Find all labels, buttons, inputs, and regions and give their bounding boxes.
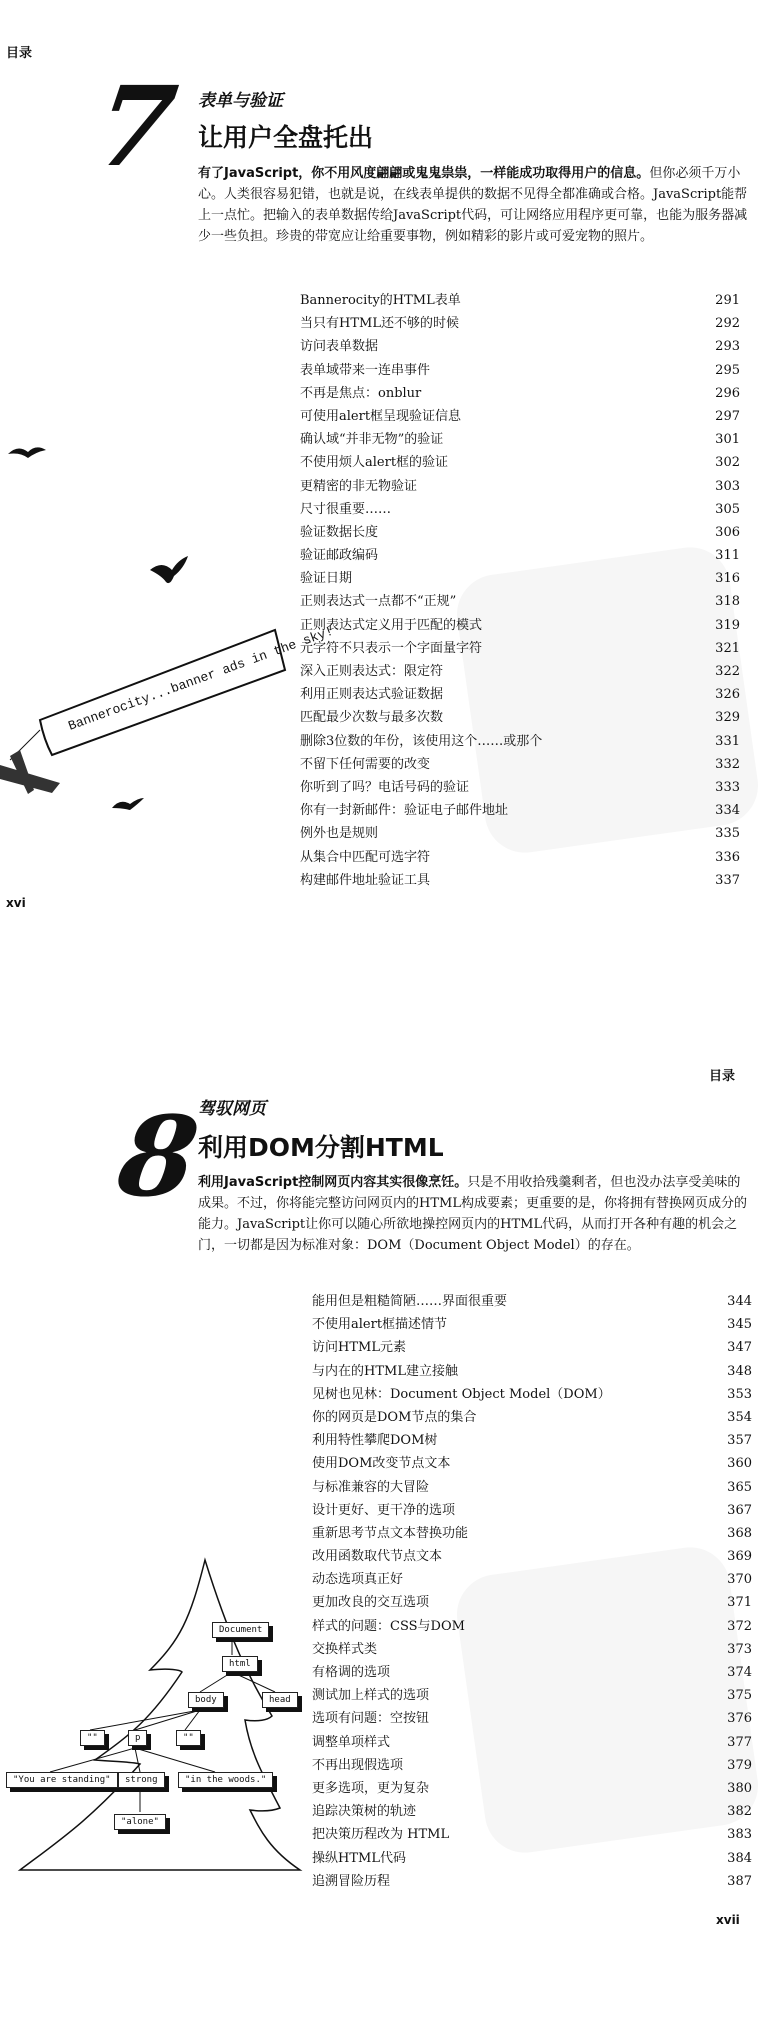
dom-node-p: p — [128, 1730, 147, 1746]
toc-entry[interactable] — [312, 1707, 752, 1730]
toc-entry-page: 371 — [727, 1595, 752, 1611]
toc-entry[interactable] — [312, 1313, 752, 1336]
bird-icon — [8, 447, 46, 458]
toc-entry-title: 访问表单数据 — [300, 339, 379, 355]
intro-body: 只是不用收拾残羹剩者，但也没办法享受美味的成果。不过，你将能完整访问网页内的HTML构成要素；更重要的是，你将拥有替换网页成分的能力。JavaScript让你可以随心所欲地操控网页内的HTML代码，从而打开各种有趣的机会之门，一切都是因为标准对象：DOM（Document Object Model）的存在。 — [198, 1175, 747, 1253]
toc-entry[interactable] — [300, 590, 740, 613]
toc-entry-title: 访问HTML元素 — [312, 1340, 406, 1356]
toc-entry[interactable] — [312, 1661, 752, 1684]
toc-entry-title: 动态选项真正好 — [312, 1572, 404, 1588]
toc-entry-title: 正则表达式定义用于匹配的模式 — [300, 617, 483, 633]
toc-entry[interactable] — [312, 1638, 752, 1661]
toc-entry[interactable] — [312, 1870, 752, 1893]
toc-entry-title: 例外也是规则 — [300, 826, 379, 842]
page-number-left: xvi — [6, 896, 26, 910]
toc-entry-page: 333 — [715, 779, 740, 795]
toc-entry-title: 把决策历程改为 HTML — [312, 1827, 450, 1843]
toc-entry[interactable] — [300, 451, 740, 474]
toc-entry-page: 302 — [715, 455, 740, 471]
dom-node-body: body — [188, 1692, 224, 1708]
toc-entry[interactable] — [300, 706, 740, 729]
toc-entry[interactable] — [300, 637, 740, 660]
toc-entry-page: 306 — [715, 524, 740, 540]
toc-entry[interactable] — [300, 498, 740, 521]
toc-entry[interactable] — [300, 544, 740, 567]
toc-entry-title: 使用DOM改变节点文本 — [312, 1456, 451, 1472]
chapter-title: 利用DOM分割HTML — [198, 1133, 444, 1162]
toc-entry-page: 348 — [727, 1363, 752, 1379]
toc-entry[interactable] — [312, 1545, 752, 1568]
toc-entry-page: 384 — [727, 1850, 752, 1866]
toc-entry[interactable] — [300, 869, 740, 892]
toc-entry[interactable] — [300, 312, 740, 335]
toc-entry-title: 验证数据长度 — [300, 524, 379, 540]
toc-entry-page: 376 — [727, 1711, 752, 1727]
bird-icon — [150, 556, 188, 583]
toc-entry-page: 311 — [715, 548, 740, 564]
toc-entry-title: 有格调的选项 — [312, 1665, 391, 1680]
intro-lead: 利用JavaScript控制网页内容其实很像烹饪。 — [198, 1175, 468, 1190]
toc-entry-title: 尺寸很重要…… — [300, 501, 392, 517]
toc-entry-page: 321 — [715, 640, 740, 656]
toc-entry-title: 深入正则表达式：限定符 — [300, 664, 444, 679]
toc-entry[interactable] — [312, 1336, 752, 1359]
toc-entry-title: 你有一封新邮件：验证电子邮件地址 — [300, 803, 509, 819]
dom-node-text-empty: "" — [80, 1730, 105, 1746]
toc-entry-title: 正则表达式一点都不“正规” — [300, 594, 457, 610]
toc-entry[interactable] — [300, 799, 740, 822]
toc-entry-title: 交换样式类 — [312, 1641, 378, 1657]
toc-entry-title: 与内在的HTML建立接触 — [312, 1363, 458, 1379]
toc-entry-page: 322 — [715, 664, 740, 679]
toc-entry-page: 373 — [727, 1641, 752, 1657]
toc-entry[interactable] — [300, 822, 740, 845]
toc-entry-page: 354 — [727, 1409, 752, 1425]
toc-entry[interactable] — [312, 1591, 752, 1614]
toc-entry-title: 你听到了吗？电话号码的验证 — [300, 779, 470, 795]
intro-body: 但你必须千万小心。人类很容易犯错，也就是说，在线表单提供的数据不见得全都准确或合格。JavaScript能帮上一点忙。把输入的表单数据传给JavaScript代码，可让网络应用程序更可靠，也能为服务器减少一些负担。珍贵的带宽应让给重要事物，例如精彩的影片或可爱宠物的照片。 — [198, 166, 748, 244]
toc-entry-title: 见树也见林：Document Object Model（DOM） — [312, 1386, 611, 1402]
toc-entry-page: 368 — [727, 1525, 752, 1541]
toc-entry-title: 样式的问题：CSS与DOM — [312, 1618, 465, 1634]
toc-entry-page: 326 — [715, 687, 740, 703]
toc-entry[interactable] — [300, 753, 740, 776]
toc-list-chapter-7 — [300, 289, 740, 892]
chapter-number: 7 — [89, 62, 184, 191]
dom-node-strong: strong — [118, 1772, 165, 1788]
toc-entry-page: 380 — [727, 1780, 752, 1796]
toc-entry-title: 从集合中匹配可选字符 — [300, 849, 431, 865]
toc-entry-title: 可使用alert框呈现验证信息 — [300, 408, 462, 424]
toc-entry[interactable] — [300, 567, 740, 590]
page-header-right: 目录 — [709, 1069, 736, 1084]
toc-entry-page: 301 — [715, 432, 740, 448]
dom-node-html: html — [222, 1656, 258, 1672]
toc-entry-page: 296 — [715, 385, 740, 401]
toc-entry-title: 不留下任何需要的改变 — [300, 756, 431, 772]
toc-entry[interactable] — [300, 428, 740, 451]
toc-entry-page: 372 — [727, 1618, 752, 1634]
toc-entry-page: 291 — [715, 293, 740, 308]
toc-entry-title: 删除3位数的年份，该使用这个……或那个 — [300, 733, 543, 749]
toc-entry-title: 当只有HTML还不够的时候 — [300, 316, 459, 332]
toc-entry-page: 336 — [715, 849, 740, 865]
dom-node-text-alone: "alone" — [114, 1814, 166, 1830]
dom-node-head: head — [262, 1692, 298, 1708]
toc-entry-page: 292 — [715, 316, 740, 332]
toc-entry-title: 操纵HTML代码 — [312, 1850, 406, 1866]
toc-entry-title: 你的网页是DOM节点的集合 — [312, 1409, 477, 1425]
toc-entry-title: 利用特性攀爬DOM树 — [312, 1433, 438, 1449]
toc-entry-page: 303 — [715, 478, 740, 494]
toc-entry-page: 365 — [727, 1479, 752, 1495]
chapter-intro — [198, 163, 753, 247]
toc-entry[interactable] — [312, 1452, 752, 1475]
toc-entry-title: 匹配最少次数与最多次数 — [300, 710, 444, 726]
toc-entry-title: 确认域“并非无物”的验证 — [300, 432, 444, 448]
toc-entry-title: 不使用alert框描述情节 — [312, 1317, 448, 1333]
banner-text: Bannerocity...banner ads in the sky! — [66, 623, 336, 734]
toc-entry[interactable] — [300, 335, 740, 358]
toc-entry-page: 377 — [727, 1734, 752, 1750]
toc-entry-title: 追踪决策树的轨迹 — [312, 1804, 417, 1820]
toc-entry-title: 不再是焦点：onblur — [300, 385, 422, 401]
toc-entry[interactable] — [300, 660, 740, 683]
toc-entry-title: 与标准兼容的大冒险 — [312, 1479, 430, 1495]
toc-entry[interactable] — [300, 475, 740, 498]
chapter-label: 驾驭网页 — [198, 1099, 266, 1119]
toc-entry-page: 353 — [727, 1386, 752, 1402]
toc-list-chapter-8 — [312, 1290, 752, 1893]
intro-lead: 有了JavaScript，你不用风度翩翩或鬼鬼祟祟，一样能成功取得用户的信息。 — [198, 166, 650, 181]
chapter-title: 让用户全盘托出 — [198, 123, 374, 152]
bird-icon — [112, 798, 144, 810]
toc-entry[interactable] — [300, 614, 740, 637]
toc-entry-page: 357 — [727, 1433, 752, 1449]
toc-entry-page: 374 — [727, 1665, 752, 1680]
toc-entry-page: 329 — [715, 710, 740, 726]
toc-entry-title: 更加改良的交互选项 — [312, 1595, 430, 1611]
toc-entry-page: 370 — [727, 1572, 752, 1588]
toc-entry-page: 332 — [715, 756, 740, 772]
toc-entry[interactable] — [300, 730, 740, 753]
toc-entry-title: 改用函数取代节点文本 — [312, 1549, 443, 1565]
toc-entry-page: 347 — [727, 1340, 752, 1356]
toc-entry-title: 更多选项，更为复杂 — [312, 1780, 430, 1796]
toc-entry[interactable] — [312, 1383, 752, 1406]
toc-entry-page: 375 — [727, 1688, 752, 1704]
toc-entry-title: 选项有问题：空按钮 — [312, 1711, 430, 1727]
toc-entry[interactable] — [312, 1754, 752, 1777]
toc-entry[interactable] — [312, 1429, 752, 1452]
toc-entry[interactable] — [312, 1290, 752, 1313]
toc-entry[interactable] — [312, 1777, 752, 1800]
toc-entry-page: 382 — [727, 1804, 752, 1820]
toc-entry-page: 345 — [727, 1317, 752, 1333]
toc-entry-page: 295 — [715, 362, 740, 378]
toc-entry[interactable] — [312, 1406, 752, 1429]
toc-entry[interactable] — [312, 1800, 752, 1823]
toc-entry[interactable] — [312, 1615, 752, 1638]
dom-node-text-woods: "in the woods." — [178, 1772, 273, 1788]
toc-entry-page: 367 — [727, 1502, 752, 1518]
toc-entry-title: 不再出现假选项 — [312, 1757, 404, 1773]
toc-entry-page: 318 — [715, 594, 740, 610]
toc-entry-title: 表单域带来一连串事件 — [300, 362, 431, 378]
toc-entry-page: 305 — [715, 501, 740, 517]
page-header-left: 目录 — [6, 46, 33, 61]
toc-entry-page: 379 — [727, 1757, 752, 1773]
toc-entry-title: 元字符不只表示一个字面量字符 — [300, 640, 483, 656]
airplane-icon — [0, 750, 60, 794]
toc-entry-title: 设计更好、更干净的选项 — [312, 1502, 456, 1518]
toc-entry[interactable] — [312, 1522, 752, 1545]
chapter-number: 8 — [111, 1092, 206, 1221]
toc-entry[interactable] — [300, 382, 740, 405]
toc-entry-page: 335 — [715, 826, 740, 842]
toc-entry-page: 344 — [727, 1294, 752, 1309]
toc-entry[interactable] — [312, 1823, 752, 1846]
chapter-intro — [198, 1172, 753, 1256]
toc-entry-page: 337 — [715, 872, 740, 888]
toc-entry-page: 387 — [727, 1873, 752, 1889]
toc-entry[interactable] — [300, 359, 740, 382]
toc-entry[interactable] — [312, 1568, 752, 1591]
toc-entry[interactable] — [300, 289, 740, 312]
toc-entry[interactable] — [300, 683, 740, 706]
toc-entry-title: 构建邮件地址验证工具 — [300, 872, 431, 888]
toc-entry[interactable] — [300, 521, 740, 544]
toc-entry-page: 316 — [715, 571, 740, 587]
page-number-right: xvii — [716, 1913, 740, 1927]
toc-entry-page: 293 — [715, 339, 740, 355]
toc-entry[interactable] — [300, 776, 740, 799]
dom-node-document: Document — [212, 1622, 269, 1638]
toc-entry-page: 331 — [715, 733, 740, 749]
toc-entry-title: 追溯冒险历程 — [312, 1873, 391, 1889]
toc-entry-page: 319 — [715, 617, 740, 633]
dom-node-text-standing: "You are standing" — [6, 1772, 118, 1788]
toc-entry-page: 369 — [727, 1549, 752, 1565]
chapter-label: 表单与验证 — [198, 91, 283, 111]
toc-entry-title: 调整单项样式 — [312, 1734, 391, 1750]
dom-node-text-empty: "" — [176, 1730, 201, 1746]
toc-entry[interactable] — [312, 1499, 752, 1522]
toc-entry-title: 测试加上样式的选项 — [312, 1688, 430, 1704]
toc-entry-page: 334 — [715, 803, 740, 819]
toc-entry-title: 验证邮政编码 — [300, 548, 379, 564]
toc-entry-title: 更精密的非无物验证 — [300, 478, 418, 494]
toc-entry-title: 利用正则表达式验证数据 — [300, 687, 444, 703]
toc-entry[interactable] — [312, 1476, 752, 1499]
toc-entry[interactable] — [312, 1684, 752, 1707]
toc-entry-page: 360 — [727, 1456, 752, 1472]
toc-entry-title: 不使用烦人alert框的验证 — [300, 455, 449, 471]
toc-entry[interactable] — [312, 1360, 752, 1383]
toc-entry[interactable] — [300, 405, 740, 428]
toc-entry[interactable] — [300, 846, 740, 869]
toc-entry-title: Bannerocity的HTML表单 — [300, 293, 461, 308]
toc-entry-page: 383 — [727, 1827, 752, 1843]
toc-entry-title: 重新思考节点文本替换功能 — [312, 1525, 469, 1541]
toc-entry[interactable] — [312, 1731, 752, 1754]
toc-entry-page: 297 — [715, 408, 740, 424]
toc-entry-title: 验证日期 — [300, 571, 353, 587]
toc-entry[interactable] — [312, 1847, 752, 1870]
toc-entry-title: 能用但是粗糙简陋……界面很重要 — [312, 1294, 508, 1309]
